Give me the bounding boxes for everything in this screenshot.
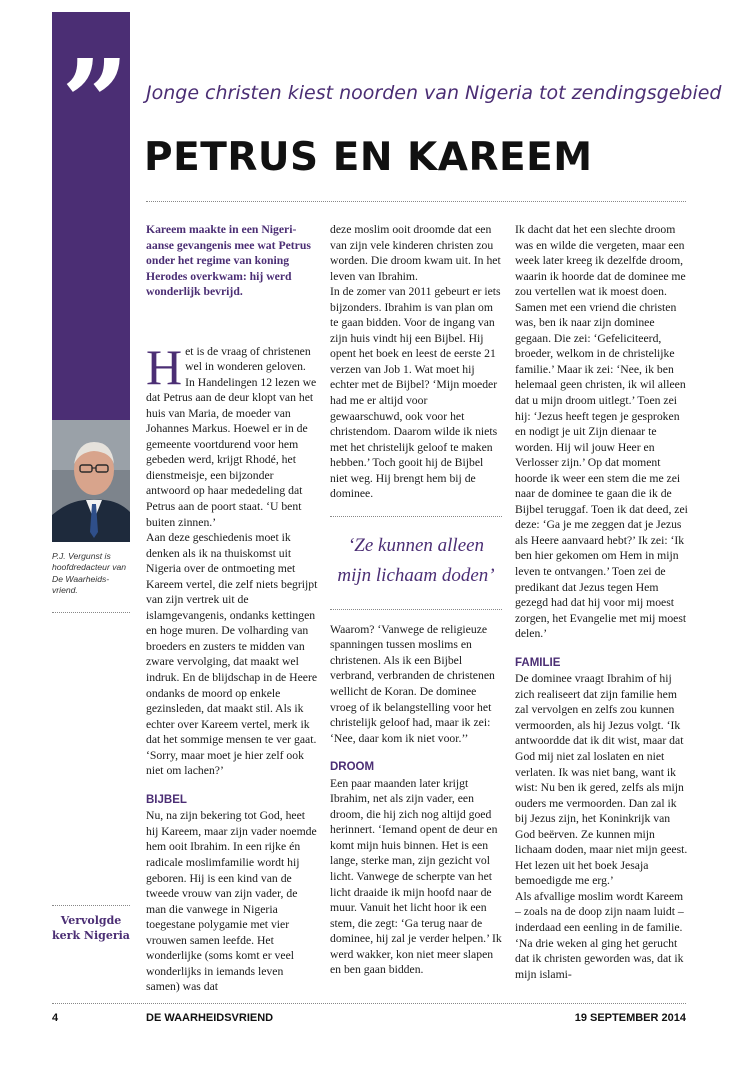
body-paragraph: Het is de vraag of christenen wel in wonderen geloven. In Handelingen 12 lezen we dat Petrus aan de deur klopt van het huis van Maria, de moeder van Johannes Markus. Hoewel er in de gemeente voortdurend voor hem gebeden werd, krijgt Rhodé, het dienstmeisje, een bijzonder antwoord op haar mededeling dat Petrus aan de poort staat. ‘U bent buiten zinnen.’	[146, 338, 317, 529]
section-heading-familie: FAMILIE	[515, 656, 561, 669]
publication-name: DE WAARHEIDSVRIEND	[146, 1012, 274, 1024]
body-paragraph: In de zomer van 2011 gebeurt er iets bijzonders. Ibrahim is van plan om te gaan bidden. Voor de ingang van zijn huis vindt hij een Bijbel. Hij opent het boek en leest de eerste 21 verzen van Job 1. Wat moet hij echter met de Bijbel? ‘Mijn moeder had me er altijd voor gewaarschuwd, ook voor het christendom. Daarom wilde ik niets met het christelijk geloof te maken hebben.’ Toch gooit hij de Bijbel niet weg. Hij brengt hem bij de dominee.	[330, 285, 501, 501]
section-heading-droom: DROOM	[330, 761, 375, 774]
issue-date: 19 SEPTEMBER 2014	[574, 1012, 686, 1024]
quote-mark-icon: ”	[61, 33, 129, 172]
column-2	[330, 222, 502, 978]
body-paragraph: Aan deze geschiedenis moet ik denken als ik na thuiskomst uit Nigeria over de ontmoeting met Kareem vertel, die zelf niets begrijpt van zijn vertrek uit de islamgevangenis, ondanks kettingen en hoge muren. De volharding van broeders en zusters te midden van zware vervolging, dat maakt wel indruk. En de blijdschap in de Heere ondanks de moord op enkele gezinsleden, dat maakt stil. Als ik echter over Kareem vertel, merk ik dat het sommige mensen te ver gaat. ‘Sorry, maar moet je hier zelf ook niet om lachen?’	[146, 531, 318, 778]
pull-quote-divider	[330, 609, 502, 610]
body-paragraph: Nu, na zijn bekering tot God, heet hij Kareem, maar zijn vader noemde hem ooit Ibrahim. In een rijke én radicale moslimfamilie wordt hij geboren. Hij is een kind van de tweede vrouw van zijn vader, de man die vanwege in Nigeria toegestane polygamie met vier vrouwen samen leefde. Het wonderlijke (soms komt er veel wonderlijks in iemands leven samen) was dat	[146, 809, 317, 994]
series-label: Vervolgde kerk Nigeria	[52, 905, 130, 943]
title-divider	[146, 201, 686, 202]
drop-cap: H	[146, 338, 183, 395]
body-paragraph: Een paar maanden later krijgt Ibrahim, net als zijn vader, een droom, die hij zich nog altijd goed herinnert. ‘Iemand opent de deur en komt mijn huis binnen. Het is een lange, sterke man, zijn gezicht vol licht. Vanwege de scherpte van het licht draaide ik mijn hoofd naar de muur. Vanuit het licht hoor ik een stem, die zegt: ‘Ga terug naar de dominee, hij zal je verder helpen.’ Ik werd wakker, kon niet meer slapen en ben gaan bidden.	[330, 776, 502, 977]
body-paragraph: De dominee vraagt Ibrahim of hij zich realiseert dat zijn familie hem zal vervolgen en zelfs zou kunnen vermoorden, als hij Jezus volgt. ‘Ik antwoordde dat ik dit wist, maar dat God mij niet zal loslaten en niet verlaten. Ik was niet bang, want ik wist: Nu ben ik gered, zelfs als mijn ouders me vermoorden. Dan zal ik bij Jezus zijn, het Koninkrijk van God beërven. Ze kunnen mijn lichaam doden, maar niet mijn geest. Het lezen uit het boek Jesaja bemoedigde me erg.’	[515, 672, 688, 888]
body-paragraph: Waarom? ‘Vanwege de religieuze spanningen tussen moslims en christenen. Als ik een Bijbel verbrand, verbranden de christenen wellicht de Koran. De dominee vroeg of ik belangstelling voor het christelijk geloof had, maar ik zei: ‘Nee, daar kom ik niet voor.’’	[330, 622, 495, 745]
body-paragraph: Ik dacht dat het een slechte droom was en wilde die vergeten, maar een week later kreeg ik dezelfde droom, waarin ik hoorde dat de dominee me zou vertellen wat ik moest doen. Samen met een vriend die christen was, ben ik naar zijn dominee gegaan. Die zei: ‘Gefeliciteerd, broeder, welkom in de christelijke familie.’ Maar ik zei: ‘Nee, ik ben helemaal geen christen, ik wil alleen dat u mijn droom uitlegt.’ Toen zei hij: ‘Jezus heeft tegen je gesproken en nodigt je uit Zijn dienaar te worden. Hij wil jouw Heer en Verlosser zijn.’ Op dat moment hoorde ik weer een stem die me zei naar de dominee te gaan die ik de Bijbel teruggaf. Toen ik dat deed, zei deze: ‘Ga je me zeggen dat je Jezus als Heere aanvaard hebt?’ Ik zei: ‘Ik ben hier gekomen om Hem in mijn leven te ontvangen.’ Toen zei de predikant dat Jezus tegen Hem gezegd had dat hij voor mij moest zorgen, het Evangelie met mij moest delen.’	[515, 223, 688, 641]
author-portrait	[52, 420, 130, 542]
column-1	[146, 222, 318, 995]
column-3	[515, 222, 688, 982]
portrait-caption: P.J. Vergunst is hoofdredacteur van De Waarheids-vriend.	[52, 551, 127, 596]
section-heading-bijbel: BIJBEL	[146, 793, 187, 806]
intro-paragraph: Kareem maakte in een Nigeri-aanse gevangenis mee wat Petrus onder het regime van koning Herodes overkwam: hij werd wonderlijk bevrijd.	[146, 223, 311, 298]
page-number: 4	[52, 1012, 59, 1024]
body-paragraph: deze moslim ooit droomde dat een van zijn vele kinderen christen zou worden. Die droom kwam uit. In het leven van Ibrahim.	[330, 223, 501, 283]
portrait-illustration	[52, 420, 130, 542]
footer-divider	[52, 1003, 686, 1004]
article-title: PETRUS EN KAREEM	[144, 135, 593, 180]
body-paragraph: Als afvallige moslim wordt Kareem – zoals na de doop zijn naam luidt – inderdaad een eenling in de familie. ‘Na drie weken al ging het gerucht dat ik christen geworden was, dat ik mijn islami-	[515, 889, 684, 981]
caption-divider	[52, 612, 130, 613]
pull-quote: ‘Ze kunnen alleen mijn lichaam doden’	[330, 516, 502, 591]
article-subtitle: Jonge christen kiest noorden van Nigeria tot zendingsgebied	[146, 82, 722, 104]
